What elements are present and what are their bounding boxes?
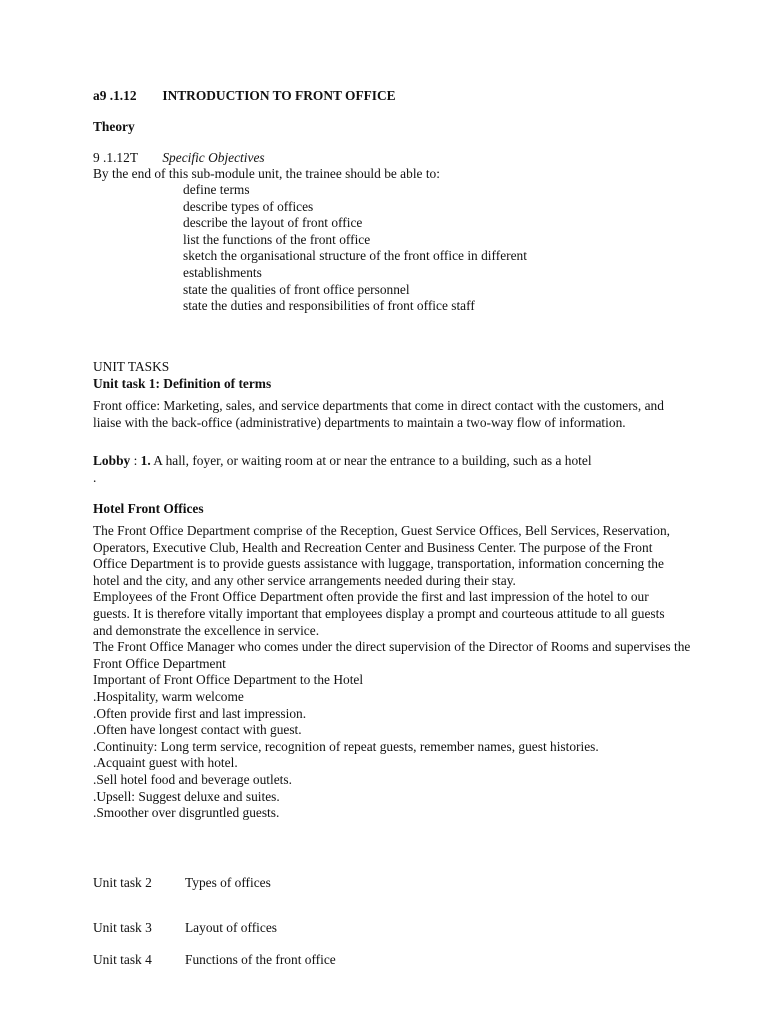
objectives-title: Specific Objectives (162, 150, 265, 165)
lobby-term: Lobby (93, 453, 131, 468)
unit-task-row (93, 952, 336, 969)
importance-point: .Sell hotel food and beverage outlets. (93, 771, 292, 787)
lobby-trailing-dot: . (93, 469, 97, 485)
objective-item: define terms (183, 182, 250, 197)
lobby-text: A hall, foyer, or waiting room at or near the entrance to a building, such as a hotel (150, 453, 592, 468)
objective-item: state the qualities of front office personnel (183, 281, 410, 297)
heading-code: a9 .1.12 (93, 88, 137, 103)
objective-item: sketch the organisational structure of the front office in different establishments (183, 248, 527, 280)
unit-task-number: Unit task 4 (93, 952, 152, 967)
lobby-separator: : (130, 453, 141, 468)
paragraph-3: The Front Office Manager who comes under the direct supervision of the Director of Rooms and supervises the Front Office Department (93, 639, 691, 671)
paragraph-4: Important of Front Office Department to the Hotel (93, 672, 364, 688)
main-heading (93, 88, 396, 105)
objective-item: list the functions of the front office (183, 231, 371, 247)
paragraph-2: Employees of the Front Office Department often provide the first and last impression of the hotel to our guests. It is therefore vitally important that employees display a prompt and courteous attitude to all guests and demonstrate the excellence in service. (93, 589, 665, 638)
hotel-front-offices-body (93, 523, 691, 822)
importance-point: .Continuity: Long term service, recognition of repeat guests, remember names, guest histories. (93, 738, 599, 754)
objectives-code: 9 .1.12T (93, 150, 139, 165)
unit-task-title: Functions of the front office (185, 952, 336, 967)
unit-task-number: Unit task 2 (93, 875, 152, 890)
unit-task-1-label: Unit task 1: Definition of terms (93, 376, 272, 391)
importance-point: .Often have longest contact with guest. (93, 722, 302, 738)
heading-title: INTRODUCTION TO FRONT OFFICE (162, 88, 396, 103)
unit-task-title: Types of offices (185, 875, 271, 890)
objective-item: state the duties and responsibilities of front office staff (183, 298, 475, 314)
theory-label: Theory (93, 119, 135, 134)
importance-point: .Often provide first and last impression. (93, 705, 307, 721)
unit-task-row (93, 920, 277, 937)
unit-task-title: Layout of offices (185, 920, 277, 935)
objectives-list (183, 182, 623, 315)
objective-item: describe types of offices (183, 198, 314, 214)
unit-tasks-label: UNIT TASKS (93, 359, 170, 374)
importance-point: .Acquaint guest with hotel. (93, 755, 238, 771)
objectives-intro: By the end of this sub-module unit, the trainee should be able to: (93, 166, 440, 181)
paragraph-1: The Front Office Department comprise of the Reception, Guest Service Offices, Bell Services, Reservation, Operators, Executive Club, Health and Recreation Center and Business Center. The purpose of the Front Office Department is to provide guests assistance with luggage, transportation, information concerning the hotel and the city, and any other service arrangements needed during their stay. (93, 523, 670, 588)
lobby-definition (93, 453, 675, 486)
unit-task-row (93, 875, 271, 892)
importance-point: .Upsell: Suggest deluxe and suites. (93, 788, 280, 804)
front-office-definition: Front office: Marketing, sales, and service departments that come in direct contact with the customers, and liaise with the back-office (administrative) departments to maintain a two-way flow of information. (93, 398, 664, 430)
objective-item: describe the layout of front office (183, 215, 363, 231)
objectives-heading (93, 150, 265, 167)
importance-point: .Hospitality, warm welcome (93, 688, 244, 704)
unit-task-number: Unit task 3 (93, 920, 152, 935)
lobby-number: 1. (140, 453, 151, 468)
importance-point: .Smoother over disgruntled guests. (93, 805, 280, 821)
hotel-front-offices-heading: Hotel Front Offices (93, 501, 204, 516)
